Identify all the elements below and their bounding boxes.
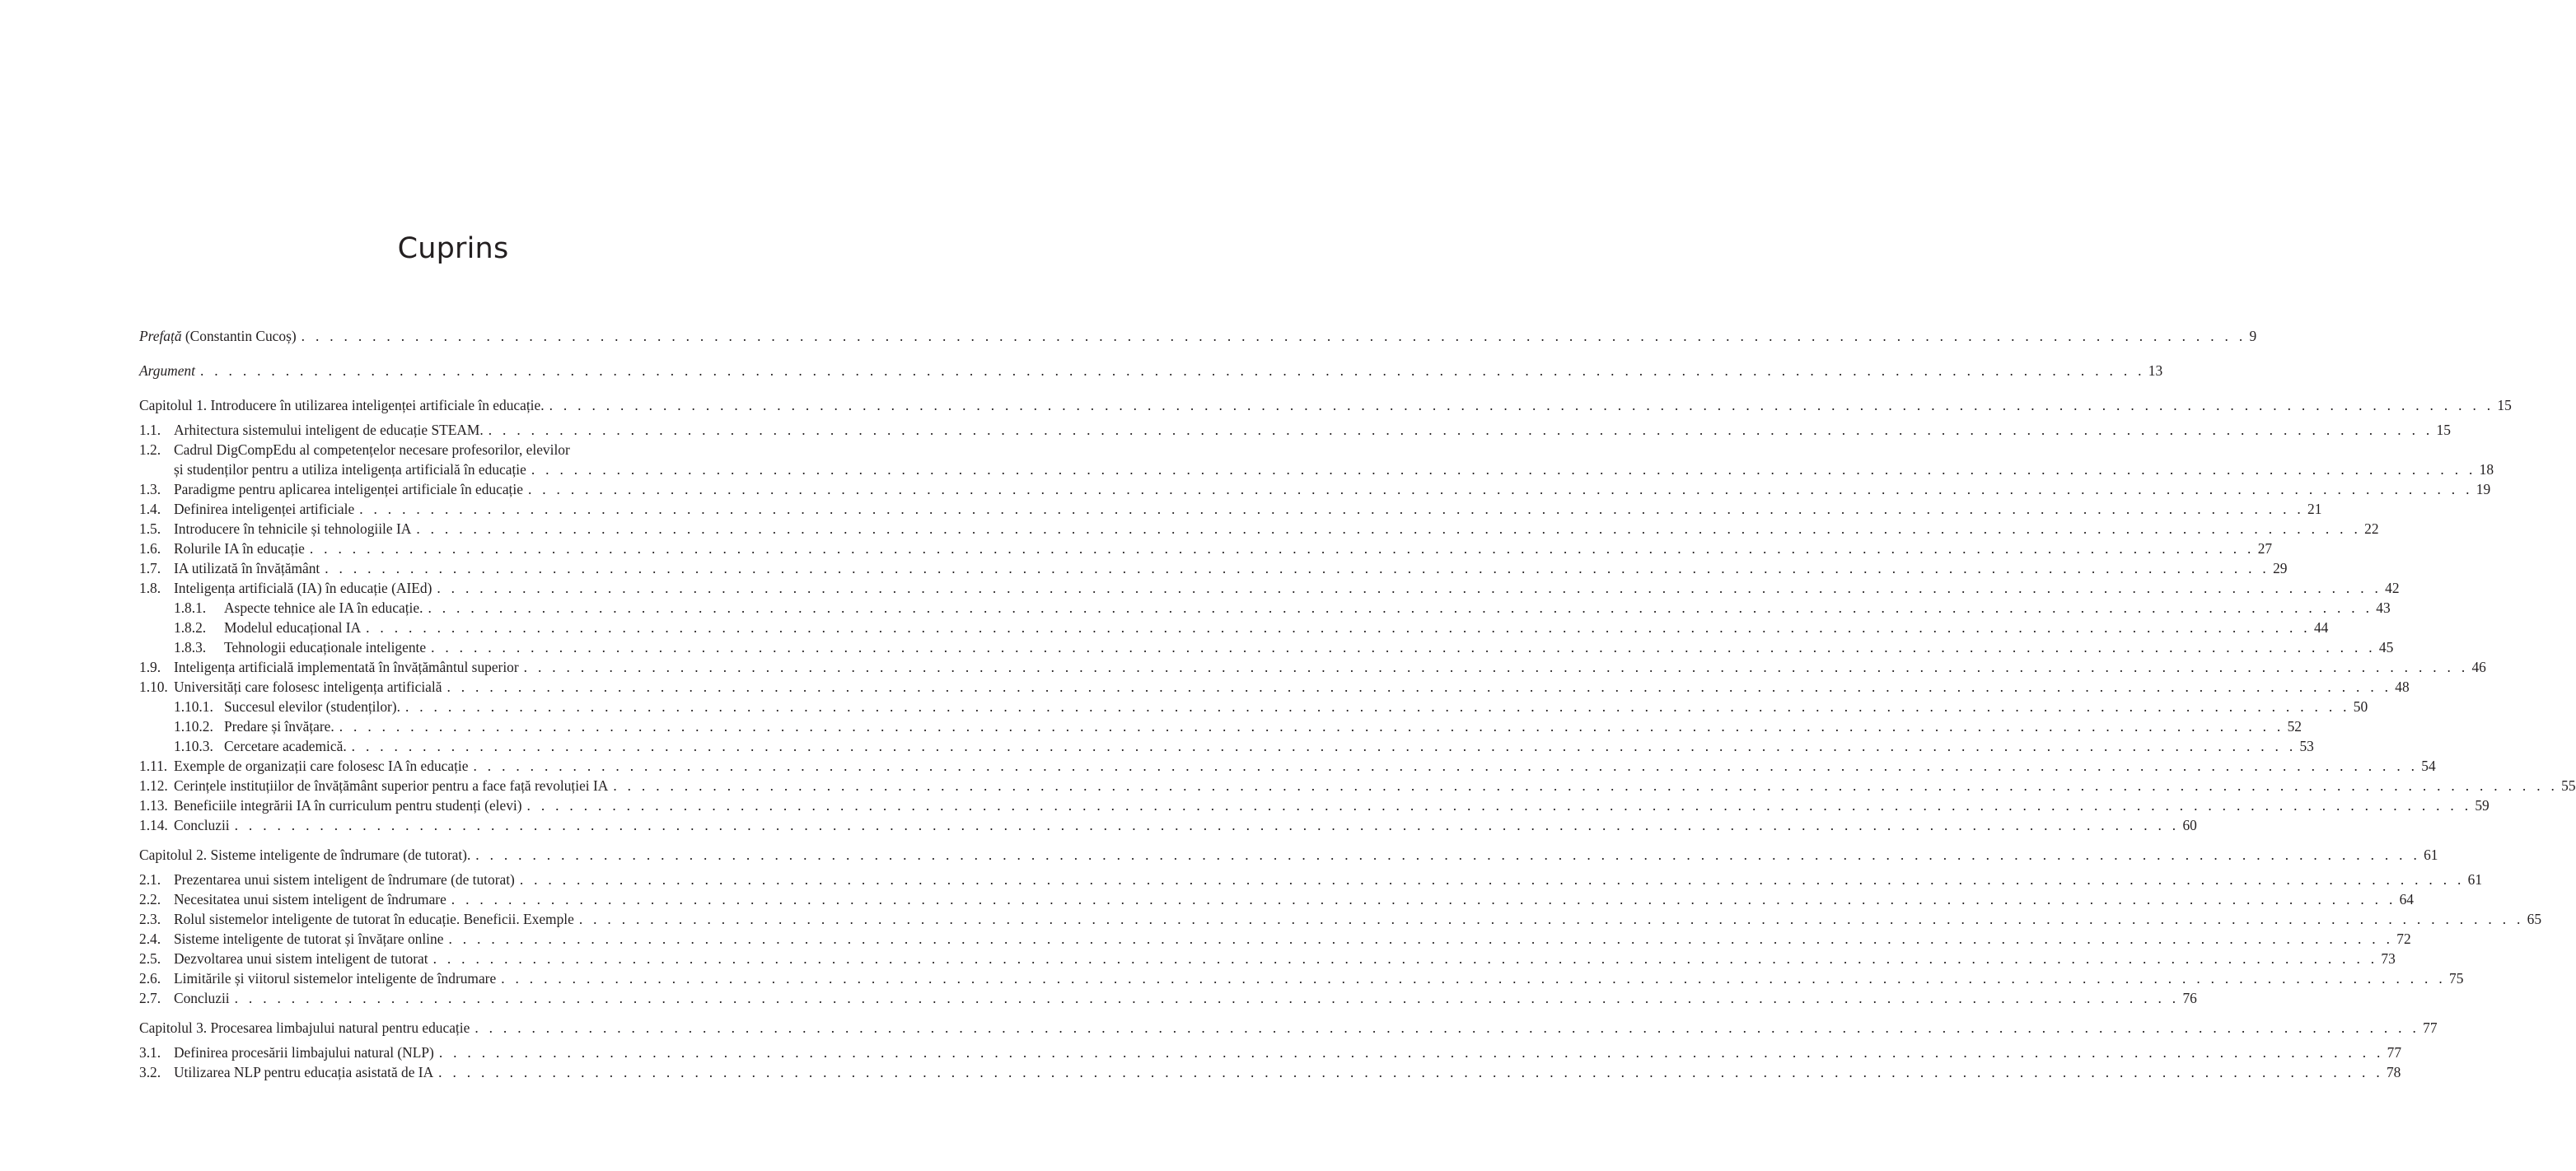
toc-page-number: 46 <box>2471 659 2486 675</box>
toc-entry-text: Rolul sistemelor inteligente de tutorat în educație. Beneficii. Exemple <box>174 911 574 927</box>
toc-entry-text: Capitolul 2. Sisteme inteligente de îndrumare (de tutorat). <box>139 847 471 863</box>
toc-entry-continuation[interactable] <box>139 460 2494 479</box>
toc-entry-text: Definirea procesării limbajului natural (NLP) <box>174 1044 434 1061</box>
toc-page-number: 44 <box>2313 619 2329 636</box>
toc-page-number: 19 <box>2475 481 2491 497</box>
toc-entry[interactable] <box>139 889 2414 909</box>
page-title: Cuprins <box>397 232 509 265</box>
toc-page-number: 48 <box>2395 679 2410 695</box>
toc-entry[interactable] <box>139 795 2490 815</box>
dot-leader <box>475 1018 2419 1038</box>
toc-entry-text: Cadrul DigCompEdu al competențelor necesare profesorilor, elevilor <box>174 441 570 458</box>
toc-entry-number: 2.6. <box>139 970 161 987</box>
toc-page-number: 15 <box>2436 422 2451 438</box>
toc-entry-text: Universități care folosesc inteligența artificială <box>174 679 442 695</box>
toc-entry-text: Succesul elevilor (studenților). <box>224 698 400 715</box>
dot-leader <box>200 361 2145 380</box>
dot-leader <box>528 479 2473 499</box>
toc-entry-number: 2.7. <box>139 990 161 1006</box>
dot-leader <box>473 756 2418 776</box>
toc-page-number: 60 <box>2182 817 2197 833</box>
toc-entry-number: 1.2. <box>139 441 161 458</box>
toc-subentry[interactable] <box>139 598 2391 618</box>
dot-leader <box>448 929 2393 949</box>
toc-page-number: 77 <box>2387 1044 2402 1061</box>
toc-entry-text: Introducere în tehnicile și tehnologiile IA <box>174 520 412 537</box>
dot-leader <box>405 697 2350 716</box>
toc-entry[interactable] <box>139 968 2464 988</box>
toc-page-number: 59 <box>2475 797 2490 814</box>
toc-page-number: 54 <box>2421 758 2436 774</box>
dot-leader <box>433 949 2378 968</box>
dot-leader <box>437 578 2382 598</box>
toc-entry-number: 1.8. <box>139 580 161 596</box>
dot-leader <box>527 795 2472 815</box>
toc-entry-number: 2.5. <box>139 950 161 967</box>
dot-leader <box>352 736 2297 756</box>
toc-entry-number: 1.3. <box>139 481 161 497</box>
toc-entry-text: Prefață (Constantin Cucoș) <box>139 328 297 344</box>
toc-entry-number: 2.4. <box>139 931 161 947</box>
dot-leader <box>235 815 2180 835</box>
dot-leader <box>446 677 2391 697</box>
toc-entry-text: Concluzii <box>174 990 230 1006</box>
toc-page-number: 65 <box>2527 911 2542 927</box>
toc-page-number: 61 <box>2424 847 2438 863</box>
toc-entry-text: Definirea inteligenței artificiale <box>174 501 355 517</box>
toc-entry-number: 1.4. <box>139 501 161 517</box>
toc-entry-argument[interactable] <box>139 361 2163 380</box>
dot-leader <box>520 870 2465 889</box>
dot-leader <box>549 395 2494 415</box>
toc-subentry[interactable] <box>139 618 2329 637</box>
dot-leader <box>439 1043 2384 1062</box>
toc-page-number: 9 <box>2249 328 2257 344</box>
toc-entry-number: 1.10. <box>139 679 168 695</box>
toc-entry-text: și studenților pentru a utiliza inteligența artificială în educație <box>174 461 526 478</box>
toc-entry[interactable] <box>139 988 2197 1008</box>
toc-page-number: 75 <box>2449 970 2464 987</box>
toc-entry-number: 1.7. <box>139 560 161 576</box>
toc-entry-number: 1.14. <box>139 817 168 833</box>
toc-entry[interactable] <box>139 578 2400 598</box>
dot-leader <box>235 988 2180 1008</box>
dot-leader <box>310 539 2255 558</box>
toc-entry[interactable] <box>139 657 2486 677</box>
toc-entry-text: Capitolul 3. Procesarea limbajului natural pentru educație <box>139 1019 470 1036</box>
toc-entry[interactable] <box>139 1043 2402 1062</box>
toc-page-number: 52 <box>2287 718 2302 735</box>
toc-entry-text: Sisteme inteligente de tutorat și învățare online <box>174 931 444 947</box>
toc-page-number: 22 <box>2364 520 2379 537</box>
toc-entry-text: Arhitectura sistemului inteligent de educație STEAM. <box>174 422 484 438</box>
toc-entry-text: IA utilizată în învățământ <box>174 560 320 576</box>
toc-entry-text: Predare și învățare. <box>224 718 334 735</box>
toc-entry[interactable] <box>139 815 2197 835</box>
toc-entry[interactable] <box>139 929 2411 949</box>
toc-entry[interactable] <box>139 776 2576 795</box>
toc-page-number: 27 <box>2257 540 2273 557</box>
toc-entry[interactable] <box>139 909 2542 929</box>
toc-entry-number: 3.1. <box>139 1044 161 1061</box>
toc-entry-text: Necesitatea unui sistem inteligent de îndrumare <box>174 891 446 907</box>
toc-entry-number: 1.1. <box>139 422 161 438</box>
toc-chapter-1[interactable] <box>139 395 2512 415</box>
toc-entry-text: Dezvoltarea unui sistem inteligent de tutorat <box>174 950 428 967</box>
toc-entry-preface[interactable] <box>139 326 2257 346</box>
dot-leader <box>489 420 2433 440</box>
toc-entry-text: Cerințele instituțiilor de învățământ superior pentru a face față revoluției IA <box>174 777 609 794</box>
toc-entry-text: Limitările și viitorul sistemelor inteligente de îndrumare <box>174 970 497 987</box>
toc-page-number: 42 <box>2385 580 2400 596</box>
toc-page-number: 43 <box>2376 599 2391 616</box>
toc-entry-text: Modelul educațional IA <box>224 619 362 636</box>
toc-entry-text: Paradigme pentru aplicarea inteligenței artificiale în educație <box>174 481 523 497</box>
toc-entry-text: Utilizarea NLP pentru educația asistată de IA <box>174 1064 434 1080</box>
toc-entry-number: 3.2. <box>139 1064 161 1080</box>
toc-subentry[interactable] <box>139 637 2394 657</box>
dot-leader <box>428 598 2373 618</box>
toc-entry-number: 1.10.2. <box>174 718 213 735</box>
dot-leader <box>302 326 2246 346</box>
toc-entry-number: 1.12. <box>139 777 168 794</box>
toc-entry-number: 1.9. <box>139 659 161 675</box>
toc-page-number: 72 <box>2396 931 2411 947</box>
dot-leader <box>325 558 2270 578</box>
toc-entry-text: Beneficiile integrării IA în curriculum pentru studenți (elevi) <box>174 797 522 814</box>
toc-chapter-2[interactable] <box>139 845 2438 865</box>
toc-entry-number: 1.10.3. <box>174 738 213 754</box>
dot-leader <box>531 460 2476 479</box>
toc-entry-number: 1.6. <box>139 540 161 557</box>
table-of-contents <box>139 326 2576 1082</box>
toc-chapter-3[interactable] <box>139 1018 2438 1038</box>
toc-entry[interactable] <box>139 558 2288 578</box>
toc-entry-text: Inteligența artificială implementată în învățământul superior <box>174 659 519 675</box>
toc-page-number: 77 <box>2423 1019 2438 1036</box>
toc-entry[interactable] <box>139 519 2379 539</box>
toc-entry-text: Tehnologii educaționale inteligente <box>224 639 427 655</box>
dot-leader <box>339 716 2284 736</box>
toc-entry-number: 1.11. <box>139 758 168 774</box>
toc-page-number: 61 <box>2467 871 2483 888</box>
toc-page-number: 29 <box>2273 560 2288 576</box>
toc-page-number: 64 <box>2399 891 2414 907</box>
toc-entry-number: 1.13. <box>139 797 168 814</box>
toc-entry-number: 1.8.2. <box>174 619 207 636</box>
dot-leader <box>359 499 2304 519</box>
toc-entry-text: Rolurile IA în educație <box>174 540 305 557</box>
toc-entry[interactable] <box>139 870 2483 889</box>
dot-leader <box>501 968 2446 988</box>
toc-page-number: 53 <box>2299 738 2314 754</box>
dot-leader <box>431 637 2376 657</box>
dot-leader <box>524 657 2469 677</box>
toc-entry-text: Cercetare academică. <box>224 738 347 754</box>
toc-entry-text: Exemple de organizații care folosesc IA în educație <box>174 758 469 774</box>
toc-page-number: 73 <box>2381 950 2396 967</box>
toc-entry-text: Concluzii <box>174 817 230 833</box>
toc-entry[interactable] <box>139 677 2410 697</box>
toc-page-number: 13 <box>2148 362 2163 379</box>
toc-entry[interactable] <box>139 539 2273 558</box>
dot-leader <box>451 889 2396 909</box>
toc-entry-number: 1.8.3. <box>174 639 207 655</box>
toc-page-number: 15 <box>2497 397 2512 413</box>
toc-subentry[interactable] <box>139 697 2368 716</box>
dot-leader <box>438 1062 2383 1082</box>
dot-leader <box>366 618 2311 637</box>
toc-entry[interactable] <box>139 1062 2401 1082</box>
toc-page-number: 21 <box>2307 501 2322 517</box>
toc-page-number: 78 <box>2386 1064 2401 1080</box>
toc-entry[interactable] <box>139 479 2491 499</box>
toc-page-number: 55 <box>2561 777 2576 794</box>
toc-entry-number: 2.2. <box>139 891 161 907</box>
toc-entry-text: Inteligența artificială (IA) în educație (AIEd) <box>174 580 432 596</box>
toc-entry-text: Prezentarea unui sistem inteligent de îndrumare (de tutorat) <box>174 871 515 888</box>
dot-leader <box>579 909 2524 929</box>
toc-entry-text: Aspecte tehnice ale IA în educație. <box>224 599 423 616</box>
toc-subentry[interactable] <box>139 736 2314 756</box>
toc-entry[interactable] <box>139 949 2396 968</box>
dot-leader <box>416 519 2361 539</box>
toc-entry-number: 1.10.1. <box>174 698 213 715</box>
toc-page-number: 18 <box>2479 461 2494 478</box>
toc-entry[interactable] <box>139 420 2451 440</box>
toc-entry-text: Argument <box>139 362 195 379</box>
toc-entry[interactable] <box>139 756 2436 776</box>
toc-subentry[interactable] <box>139 716 2302 736</box>
toc-entry-number: 2.1. <box>139 871 161 888</box>
toc-entry-number: 2.3. <box>139 911 161 927</box>
toc-page-number: 45 <box>2378 639 2394 655</box>
toc-entry[interactable] <box>139 499 2322 519</box>
toc-entry-text: Capitolul 1. Introducere în utilizarea inteligenței artificiale în educație. <box>139 397 545 413</box>
dot-leader <box>613 776 2558 795</box>
toc-page-number: 50 <box>2353 698 2368 715</box>
dot-leader <box>475 845 2420 865</box>
toc-entry-number: 1.8.1. <box>174 599 207 616</box>
toc-entry[interactable] <box>139 440 762 460</box>
toc-page-number: 76 <box>2182 990 2197 1006</box>
toc-entry-number: 1.5. <box>139 520 161 537</box>
